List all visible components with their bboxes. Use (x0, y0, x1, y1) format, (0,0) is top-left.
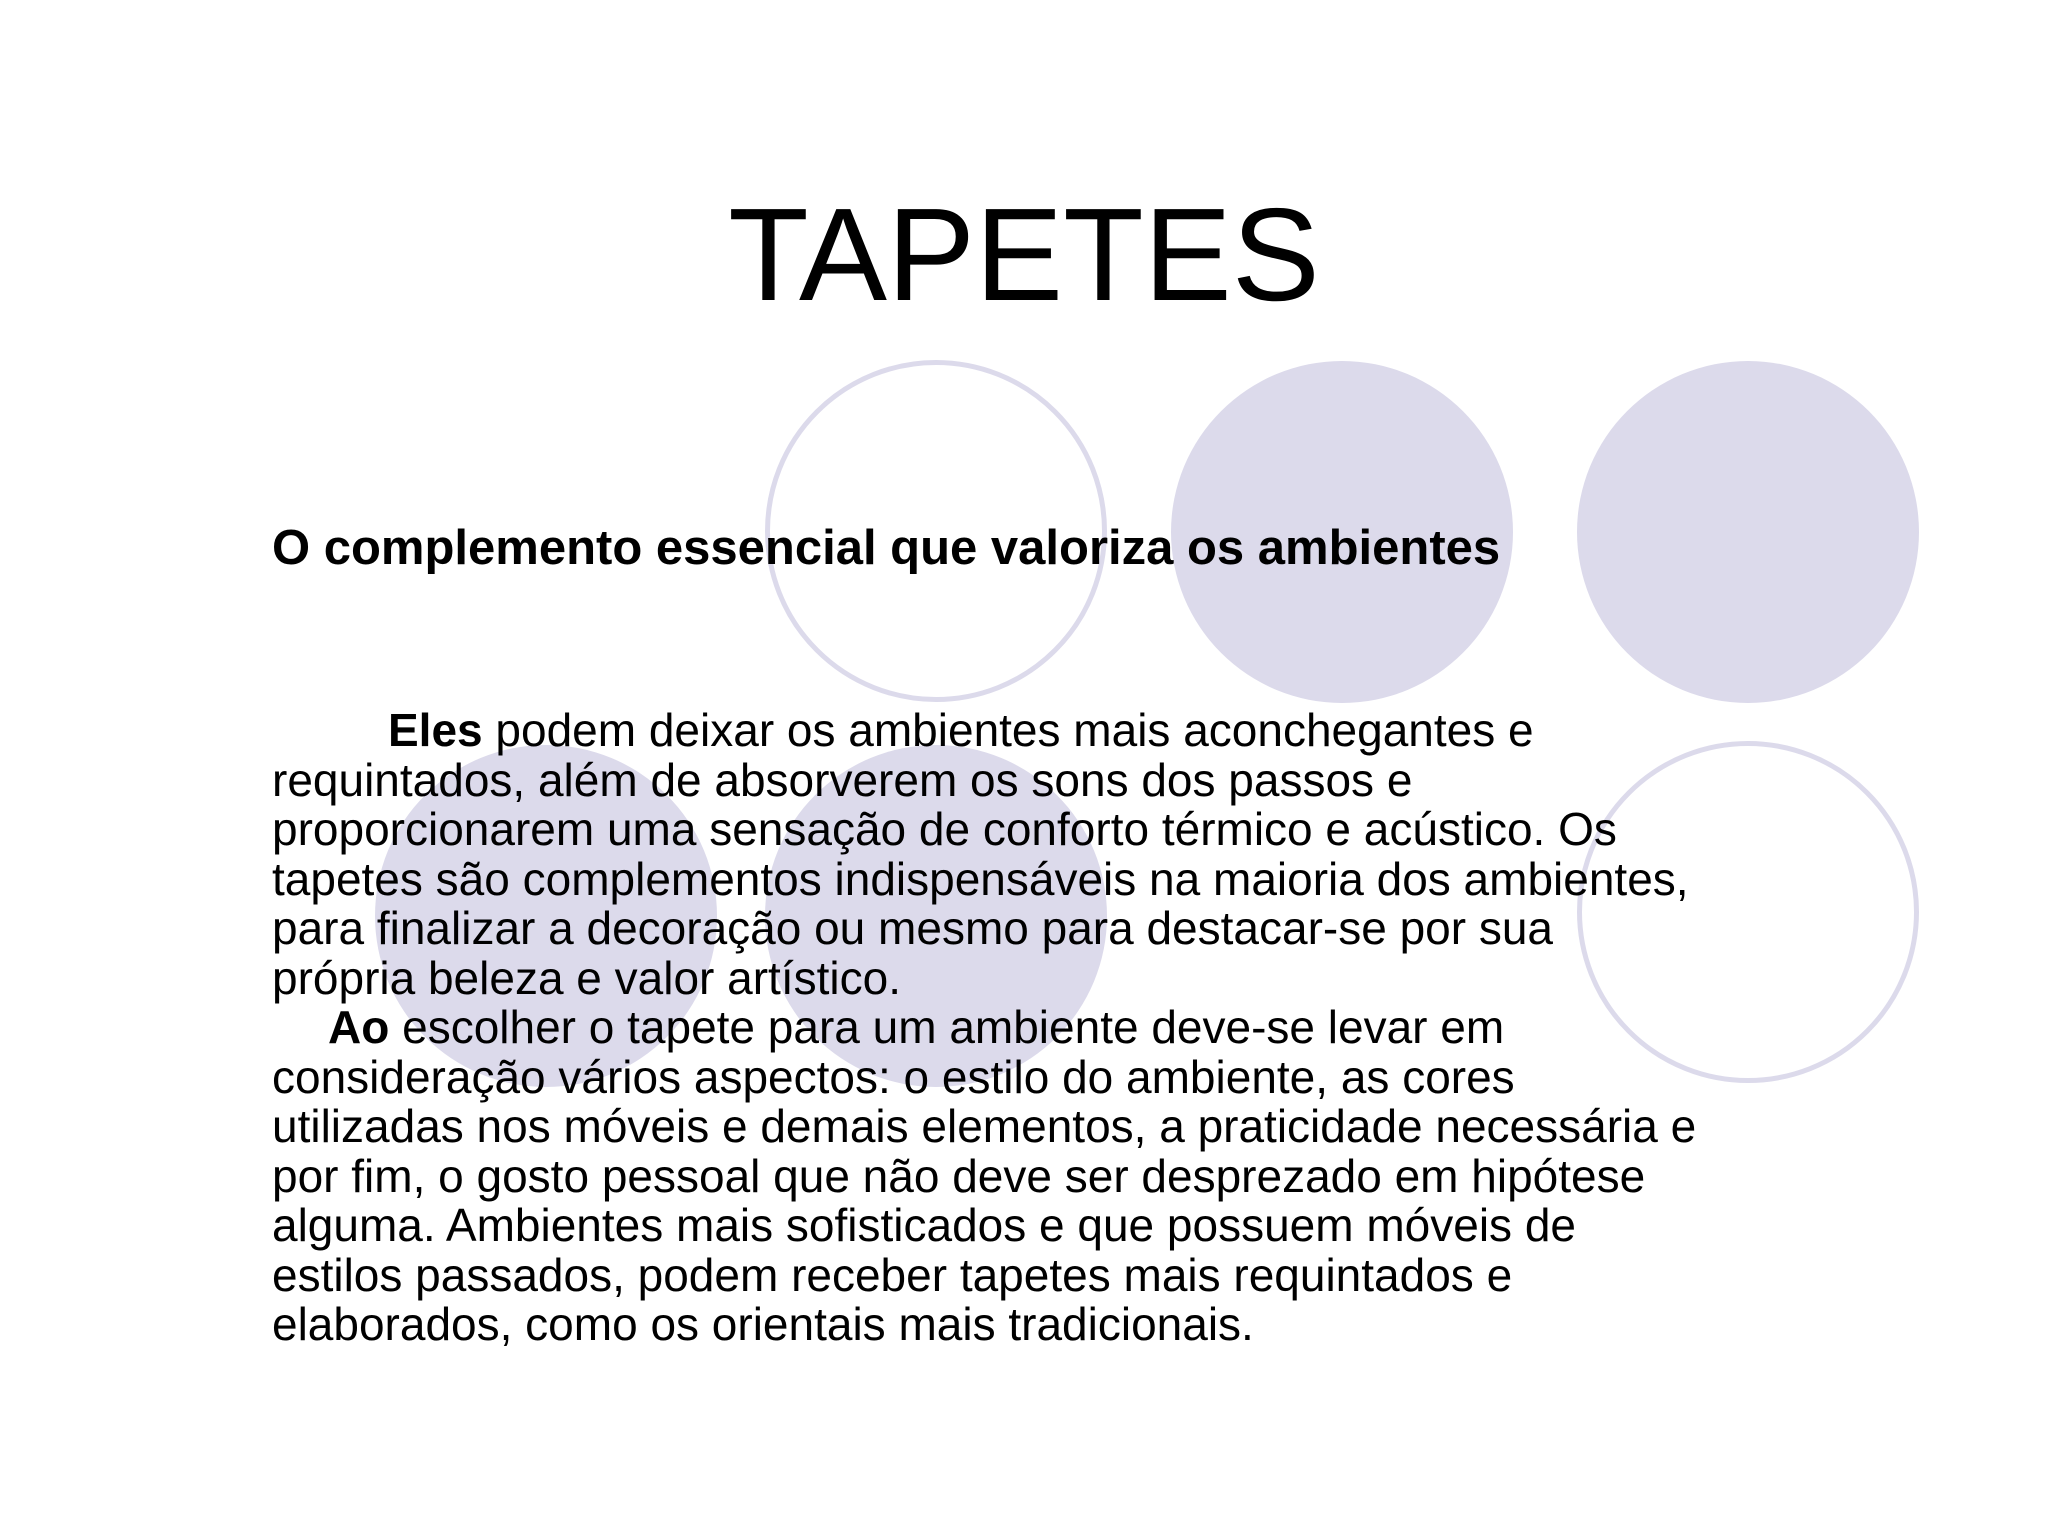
paragraph-2 (272, 1003, 1892, 1350)
paragraph-2-line: por fim, o gosto pessoal que não deve ser desprezado em hipótese (272, 1149, 1646, 1202)
paragraph-2-line: utilizadas nos móveis e demais elementos, a praticidade necessária e (272, 1100, 1697, 1152)
paragraph-1-lead: Eles (388, 704, 483, 756)
paragraph-1-line: proporcionarem uma sensação de conforto térmico e acústico. Os (272, 803, 1617, 855)
body-text (272, 706, 1892, 1350)
paragraph-2-line: escolher o tapete para um ambiente deve-se levar em (389, 1001, 1505, 1053)
paragraph-2-line: estilos passados, podem receber tapetes mais requintados e (272, 1248, 1513, 1301)
paragraph-2-lead: Ao (328, 1001, 390, 1053)
paragraph-1-line: podem deixar os ambientes mais aconchegantes e (482, 704, 1534, 756)
paragraph-1-line: própria beleza e valor artístico. (272, 951, 901, 1004)
paragraph-1-line: tapetes são complementos indispensáveis na maioria dos ambientes, (272, 852, 1689, 905)
paragraph-2-line: elaborados, como os orientais mais tradicionais. (272, 1298, 1254, 1350)
paragraph-1-line: requintados, além de absorverem os sons dos passos e (272, 753, 1413, 806)
paragraph-2-line: alguma. Ambientes mais sofisticados e que possuem móveis de (272, 1199, 1576, 1251)
decorative-circle-filled (1577, 361, 1919, 703)
slide-title: TAPETES (728, 181, 1320, 328)
slide-subtitle: O complemento essencial que valoriza os ambientes (272, 521, 1501, 575)
paragraph-2-line: consideração vários aspectos: o estilo do ambiente, as cores (272, 1050, 1515, 1103)
paragraph-1 (272, 706, 1892, 1003)
paragraph-1-line: para finalizar a decoração ou mesmo para destacar-se por sua (272, 902, 1554, 954)
